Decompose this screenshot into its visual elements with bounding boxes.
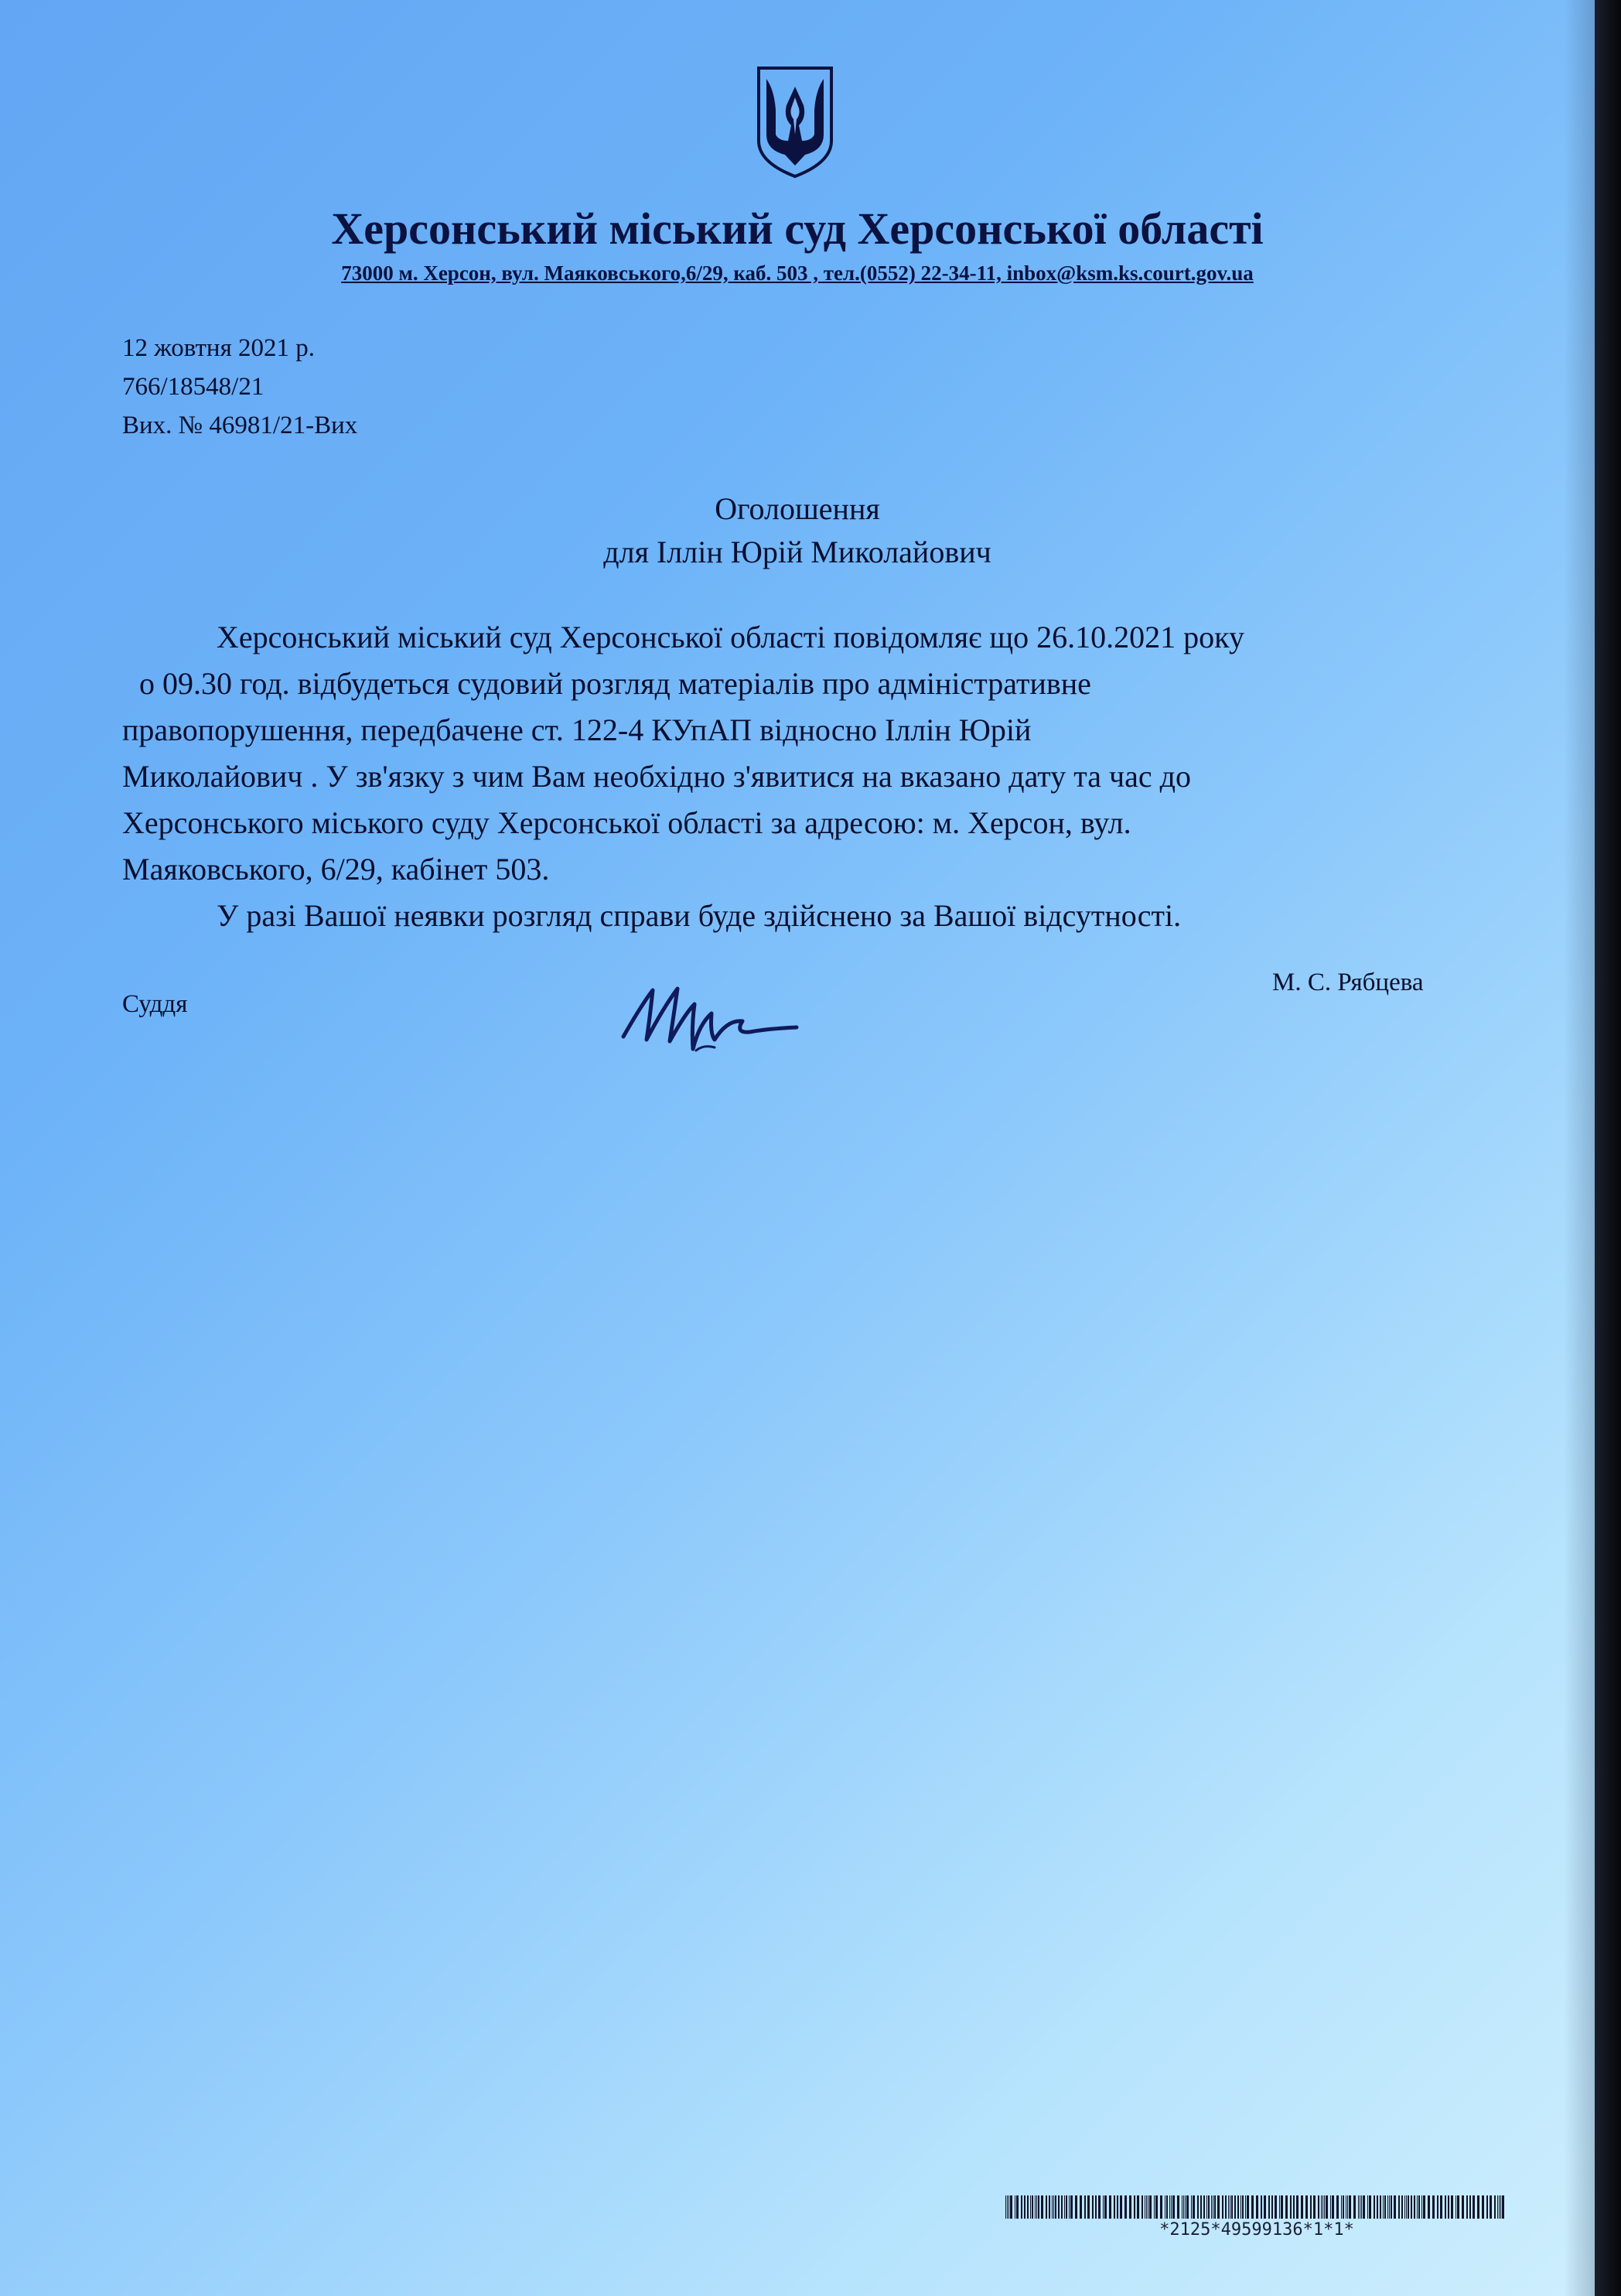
barcode-bar [1183, 2195, 1184, 2219]
barcode [1005, 2195, 1508, 2219]
barcode-bar [1053, 2195, 1054, 2219]
barcode-bar [1041, 2195, 1043, 2219]
court-name-heading: Херсонський міський суд Херсонської області [331, 203, 1264, 254]
barcode-bar [1268, 2195, 1270, 2219]
barcode-bar [1109, 2195, 1111, 2219]
barcode-bar [1500, 2195, 1501, 2219]
barcode-bar [1103, 2195, 1104, 2219]
barcode-bar [1234, 2195, 1236, 2219]
barcode-bar [1208, 2195, 1210, 2219]
court-address-line: 73000 м. Херсон, вул. Маяковського,6/29, каб. 503 , тел.(0552) 22-34-11, inbox@ksm.ks.court.gov.ua [341, 261, 1254, 285]
barcode-bar [1387, 2195, 1388, 2219]
barcode-bar [1193, 2195, 1195, 2219]
barcode-bar [1264, 2195, 1266, 2219]
barcode-bar [1251, 2195, 1254, 2219]
barcode-bar [1440, 2195, 1442, 2219]
document-date: 12 жовтня 2021 р. [122, 334, 315, 362]
barcode-bar [1318, 2195, 1319, 2219]
barcode-bar [1010, 2195, 1012, 2219]
barcode-bar [1330, 2195, 1331, 2219]
barcode-bar [1114, 2195, 1115, 2219]
barcode-bar [1473, 2195, 1475, 2219]
barcode-bar [1437, 2195, 1438, 2219]
signer-name: М. С. Рябцева [1272, 969, 1424, 996]
barcode-bar [1324, 2195, 1325, 2219]
barcode-bar [1406, 2195, 1407, 2219]
barcode-bar [1008, 2195, 1009, 2219]
barcode-bar [1301, 2195, 1303, 2219]
barcode-bar [1186, 2195, 1189, 2219]
barcode-bar [1061, 2195, 1063, 2219]
barcode-bar [1394, 2195, 1396, 2219]
notice-addressee: для Іллін Юрій Миколайович [603, 535, 991, 569]
barcode-bar [1005, 2195, 1006, 2219]
barcode-bar [1469, 2195, 1471, 2219]
barcode-bar [1206, 2195, 1207, 2219]
barcode-bar [1021, 2195, 1022, 2219]
barcode-bar [1418, 2195, 1420, 2219]
barcode-bar [1203, 2195, 1205, 2219]
barcode-bar [1296, 2195, 1299, 2219]
barcode-bar [1256, 2195, 1258, 2219]
barcode-bar [1486, 2195, 1488, 2219]
barcode-bar [1326, 2195, 1328, 2219]
barcode-bar [1497, 2195, 1498, 2219]
barcode-bar [1313, 2195, 1316, 2219]
barcode-bar [1120, 2195, 1122, 2219]
barcode-bar [1098, 2195, 1101, 2219]
barcode-bar [1055, 2195, 1056, 2219]
barcode-bar [1336, 2195, 1339, 2219]
barcode-bar [1240, 2195, 1241, 2219]
barcode-bar [1466, 2195, 1468, 2219]
barcode-bar [1066, 2195, 1067, 2219]
body-line-6: Маяковського, 6/29, кабінет 503. [122, 852, 550, 887]
barcode-bar [1380, 2195, 1381, 2219]
barcode-bar [1499, 2195, 1500, 2219]
barcode-bar [1361, 2195, 1362, 2219]
barcode-bar [1353, 2195, 1356, 2219]
barcode-bar [1401, 2195, 1403, 2219]
barcode-bar [1389, 2195, 1390, 2219]
barcode-bar [1124, 2195, 1127, 2219]
barcode-bar [1293, 2195, 1295, 2219]
barcode-bar [1058, 2195, 1060, 2219]
barcode-bar [1069, 2195, 1070, 2219]
outgoing-number: Вих. № 46981/21-Вих [122, 412, 358, 439]
barcode-bar [1281, 2195, 1283, 2219]
barcode-bar [1146, 2195, 1147, 2219]
barcode-bar [1310, 2195, 1312, 2219]
barcode-bar [1404, 2195, 1405, 2219]
barcode-bar [1455, 2195, 1456, 2219]
barcode-bar [1191, 2195, 1192, 2219]
barcode-bar [1217, 2195, 1220, 2219]
barcode-bar [1290, 2195, 1292, 2219]
barcode-bar [1092, 2195, 1094, 2219]
body-line-3: правопорушення, передбачене ст. 122-4 КУпАП відносно Іллін Юрій [122, 712, 1032, 747]
body-line-2: о 09.30 год. відбудеться судовий розгляд матеріалів про адміністративне [139, 666, 1091, 701]
barcode-bar [1428, 2195, 1430, 2219]
barcode-bar [1332, 2195, 1334, 2219]
barcode-bar [1087, 2195, 1090, 2219]
barcode-bar [1374, 2195, 1375, 2219]
barcode-bar [1177, 2195, 1179, 2219]
case-number: 766/18548/21 [122, 373, 264, 401]
barcode-bar [1052, 2195, 1053, 2219]
barcode-bar [1322, 2195, 1323, 2219]
barcode-bar [1142, 2195, 1143, 2219]
handwritten-signature [619, 973, 804, 1066]
barcode-bar [1075, 2195, 1077, 2219]
barcode-bar [1149, 2195, 1152, 2219]
barcode-bar [1024, 2195, 1025, 2219]
signer-role: Суддя [122, 990, 188, 1018]
barcode-bar [1070, 2195, 1073, 2219]
barcode-bar [1228, 2195, 1229, 2219]
barcode-bar [1160, 2195, 1162, 2219]
barcode-bar [1367, 2195, 1368, 2219]
barcode-bar [1129, 2195, 1131, 2219]
body-line-1: Херсонський міський суд Херсонської області повідомляє що 26.10.2021 року [217, 620, 1245, 654]
barcode-bar [1432, 2195, 1435, 2219]
barcode-bar [1137, 2195, 1139, 2219]
barcode-bar [1084, 2195, 1086, 2219]
barcode-bar [1421, 2195, 1422, 2219]
barcode-bar [1064, 2195, 1065, 2219]
barcode-bar [1377, 2195, 1378, 2219]
barcode-bar [1502, 2195, 1504, 2219]
barcode-bar [1391, 2195, 1392, 2219]
barcode-bar [1482, 2195, 1484, 2219]
barcode-bar [1261, 2195, 1262, 2219]
barcode-bar [1166, 2195, 1168, 2219]
barcode-bar [1369, 2195, 1371, 2219]
barcode-bar [1225, 2195, 1227, 2219]
barcode-bar [1007, 2195, 1008, 2219]
barcode-bar [1285, 2195, 1288, 2219]
barcode-bar [1321, 2195, 1322, 2219]
page-edge-shadow [1595, 0, 1621, 2296]
barcode-bar [1384, 2195, 1386, 2219]
barcode-bar [1154, 2195, 1155, 2219]
body-line-5: Херсонського міського суду Херсонської області за адресою: м. Херсон, вул. [122, 805, 1131, 840]
barcode-bar [1032, 2195, 1033, 2219]
barcode-bar [1271, 2195, 1273, 2219]
barcode-bar [1451, 2195, 1453, 2219]
barcode-bar [1222, 2195, 1223, 2219]
barcode-bar [1046, 2195, 1047, 2219]
barcode-bar [1200, 2195, 1202, 2219]
barcode-bar [1185, 2195, 1186, 2219]
barcode-bar [1171, 2195, 1172, 2219]
barcode-bar [1211, 2195, 1212, 2219]
barcode-bar [1080, 2195, 1082, 2219]
barcode-bar [1490, 2195, 1492, 2219]
barcode-bar [1016, 2195, 1019, 2219]
barcode-bar [1035, 2195, 1036, 2219]
body-line-7: У разі Вашої неявки розгляд справи буде здійснено за Вашої відсутності. [217, 898, 1182, 933]
barcode-bar [1358, 2195, 1359, 2219]
barcode-bar [1417, 2195, 1418, 2219]
barcode-bar [1172, 2195, 1175, 2219]
barcode-bar [1214, 2195, 1216, 2219]
barcode-text: *2125*49599136*1*1* [1159, 2220, 1354, 2240]
notice-title: Оголошення [715, 491, 880, 526]
barcode-bar [1095, 2195, 1097, 2219]
barcode-bar [1275, 2195, 1277, 2219]
barcode-bar [1231, 2195, 1233, 2219]
barcode-bar [1341, 2195, 1342, 2219]
barcode-bar [1411, 2195, 1412, 2219]
barcode-bar [1448, 2195, 1449, 2219]
barcode-bar [1347, 2195, 1348, 2219]
barcode-bar [1038, 2195, 1039, 2219]
barcode-bar [1445, 2195, 1446, 2219]
barcode-bar [1457, 2195, 1459, 2219]
barcode-bar [1245, 2195, 1246, 2219]
barcode-bar [1030, 2195, 1031, 2219]
barcode-bar [1104, 2195, 1107, 2219]
barcode-bar [1383, 2195, 1384, 2219]
barcode-bar [1408, 2195, 1409, 2219]
barcode-bar [1027, 2195, 1029, 2219]
barcode-bar [1134, 2195, 1135, 2219]
barcode-bar [1398, 2195, 1400, 2219]
barcode-bar [1462, 2195, 1464, 2219]
barcode-bar [1305, 2195, 1308, 2219]
barcode-bar [1414, 2195, 1415, 2219]
barcode-bar [1494, 2195, 1496, 2219]
barcode-bar [1169, 2195, 1170, 2219]
barcode-bar [1049, 2195, 1050, 2219]
barcode-bar [1155, 2195, 1158, 2219]
barcode-bar [1247, 2195, 1249, 2219]
barcode-bar [1363, 2195, 1365, 2219]
barcode-bar [1279, 2195, 1280, 2219]
body-line-4: Миколайович . У зв'язку з чим Вам необхідно з'явитися на вказано дату та час до [122, 759, 1191, 794]
barcode-bar [1197, 2195, 1199, 2219]
trident-emblem-icon [752, 63, 838, 179]
barcode-bar [1343, 2195, 1344, 2219]
barcode-bar [1477, 2195, 1479, 2219]
barcode-bar [1117, 2195, 1118, 2219]
barcode-bar [1036, 2195, 1037, 2219]
barcode-bar [1242, 2195, 1244, 2219]
barcode-bar [1237, 2195, 1239, 2219]
barcode-bar [1423, 2195, 1425, 2219]
barcode-bar [1349, 2195, 1351, 2219]
